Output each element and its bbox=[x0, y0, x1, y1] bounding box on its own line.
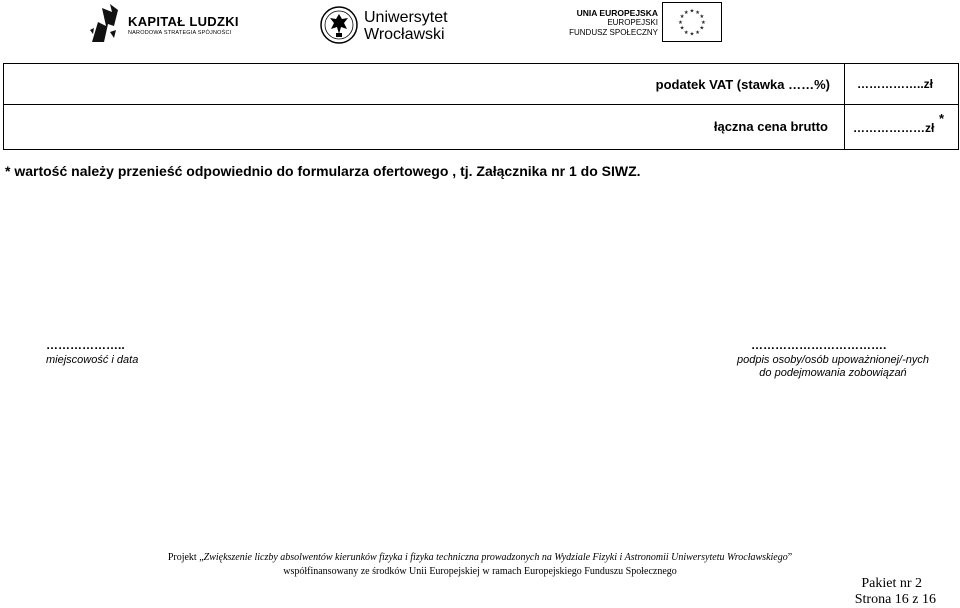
eu-text-line2: EUROPEJSKI bbox=[607, 18, 658, 27]
eu-star-icon: ★ bbox=[683, 29, 689, 36]
eu-star-icon: ★ bbox=[689, 8, 695, 15]
eu-text-line3: FUNDUSZ SPOŁECZNY bbox=[569, 28, 658, 37]
vat-label-cell bbox=[4, 64, 845, 104]
package-number: Pakiet nr 2 bbox=[861, 576, 922, 591]
footer-project-prefix: Projekt „ bbox=[167, 552, 204, 563]
price-summary-table bbox=[3, 63, 959, 150]
eu-star-icon: ★ bbox=[699, 25, 705, 32]
footer-project-suffix: ” bbox=[787, 552, 793, 563]
vat-value: ……………..zł bbox=[857, 77, 934, 91]
footer-cofinance-line: współfinansowany ze środków Unii Europejskiej w ramach Europejskiego Funduszu Społecznego bbox=[283, 566, 677, 577]
page-number: Strona 16 z 16 bbox=[854, 592, 936, 607]
gross-value-cell bbox=[845, 105, 958, 149]
eu-text bbox=[569, 8, 658, 38]
kapital-ludzki-logo bbox=[88, 2, 238, 46]
eu-text-line1: UNIA EUROPEJSKA bbox=[576, 8, 658, 18]
signature-label bbox=[733, 354, 933, 380]
eu-star-icon: ★ bbox=[679, 25, 685, 32]
eu-star-icon: ★ bbox=[683, 10, 689, 17]
place-date-label: miejscowość i data bbox=[46, 354, 139, 366]
footnote-note: * wartość należy przenieść odpowiednio do formularza ofertowego , tj. Załącznika nr 1 do SIWZ. bbox=[5, 163, 641, 179]
signature-label-line2: do podejmowania zobowiązań bbox=[759, 367, 907, 379]
eu-star-icon: ★ bbox=[678, 19, 684, 26]
eu-star-icon: ★ bbox=[695, 29, 701, 36]
university-logo bbox=[320, 6, 450, 46]
eu-star-icon: ★ bbox=[689, 31, 695, 38]
kapital-ludzki-title: KAPITAŁ LUDZKI bbox=[128, 14, 239, 29]
gross-label: łączna cena brutto bbox=[713, 119, 828, 134]
gross-footnote-marker: * bbox=[939, 111, 945, 126]
signature-label-line1: podpis osoby/osób upoważnionej/-nych bbox=[736, 354, 930, 366]
signature-dots: ……………………………. bbox=[751, 338, 887, 352]
eu-star-icon: ★ bbox=[700, 19, 706, 26]
gross-label-cell bbox=[4, 105, 845, 149]
eu-star-icon: ★ bbox=[679, 14, 685, 21]
table-row-vat bbox=[4, 64, 958, 105]
eu-star-icon: ★ bbox=[699, 14, 705, 21]
eu-logo bbox=[568, 2, 726, 42]
eu-flag-icon bbox=[662, 2, 722, 42]
university-name-line2: Wrocławski bbox=[364, 26, 445, 43]
gross-value: ………………zł bbox=[853, 121, 935, 135]
footer-project-line bbox=[0, 552, 960, 563]
vat-value-cell bbox=[845, 64, 958, 104]
kapital-ludzki-emblem-icon bbox=[88, 2, 122, 46]
table-row-gross bbox=[4, 105, 958, 149]
footer-project-title: Zwiększenie liczby absolwentów kierunków fizyka i fizyka techniczna prowadzonych na Wydziale Fizyki i Astronomii Uniwersytetu Wrocławskiego bbox=[203, 552, 788, 563]
university-seal-icon bbox=[320, 6, 358, 44]
place-date-dots: ……………….. bbox=[46, 338, 125, 352]
vat-label: podatek VAT (stawka ……%) bbox=[655, 77, 830, 92]
kapital-ludzki-subtitle: NARODOWA STRATEGIA SPÓJNOŚCI bbox=[128, 30, 232, 36]
eu-star-icon: ★ bbox=[695, 10, 701, 17]
university-name-line1: Uniwersytet bbox=[364, 9, 448, 26]
